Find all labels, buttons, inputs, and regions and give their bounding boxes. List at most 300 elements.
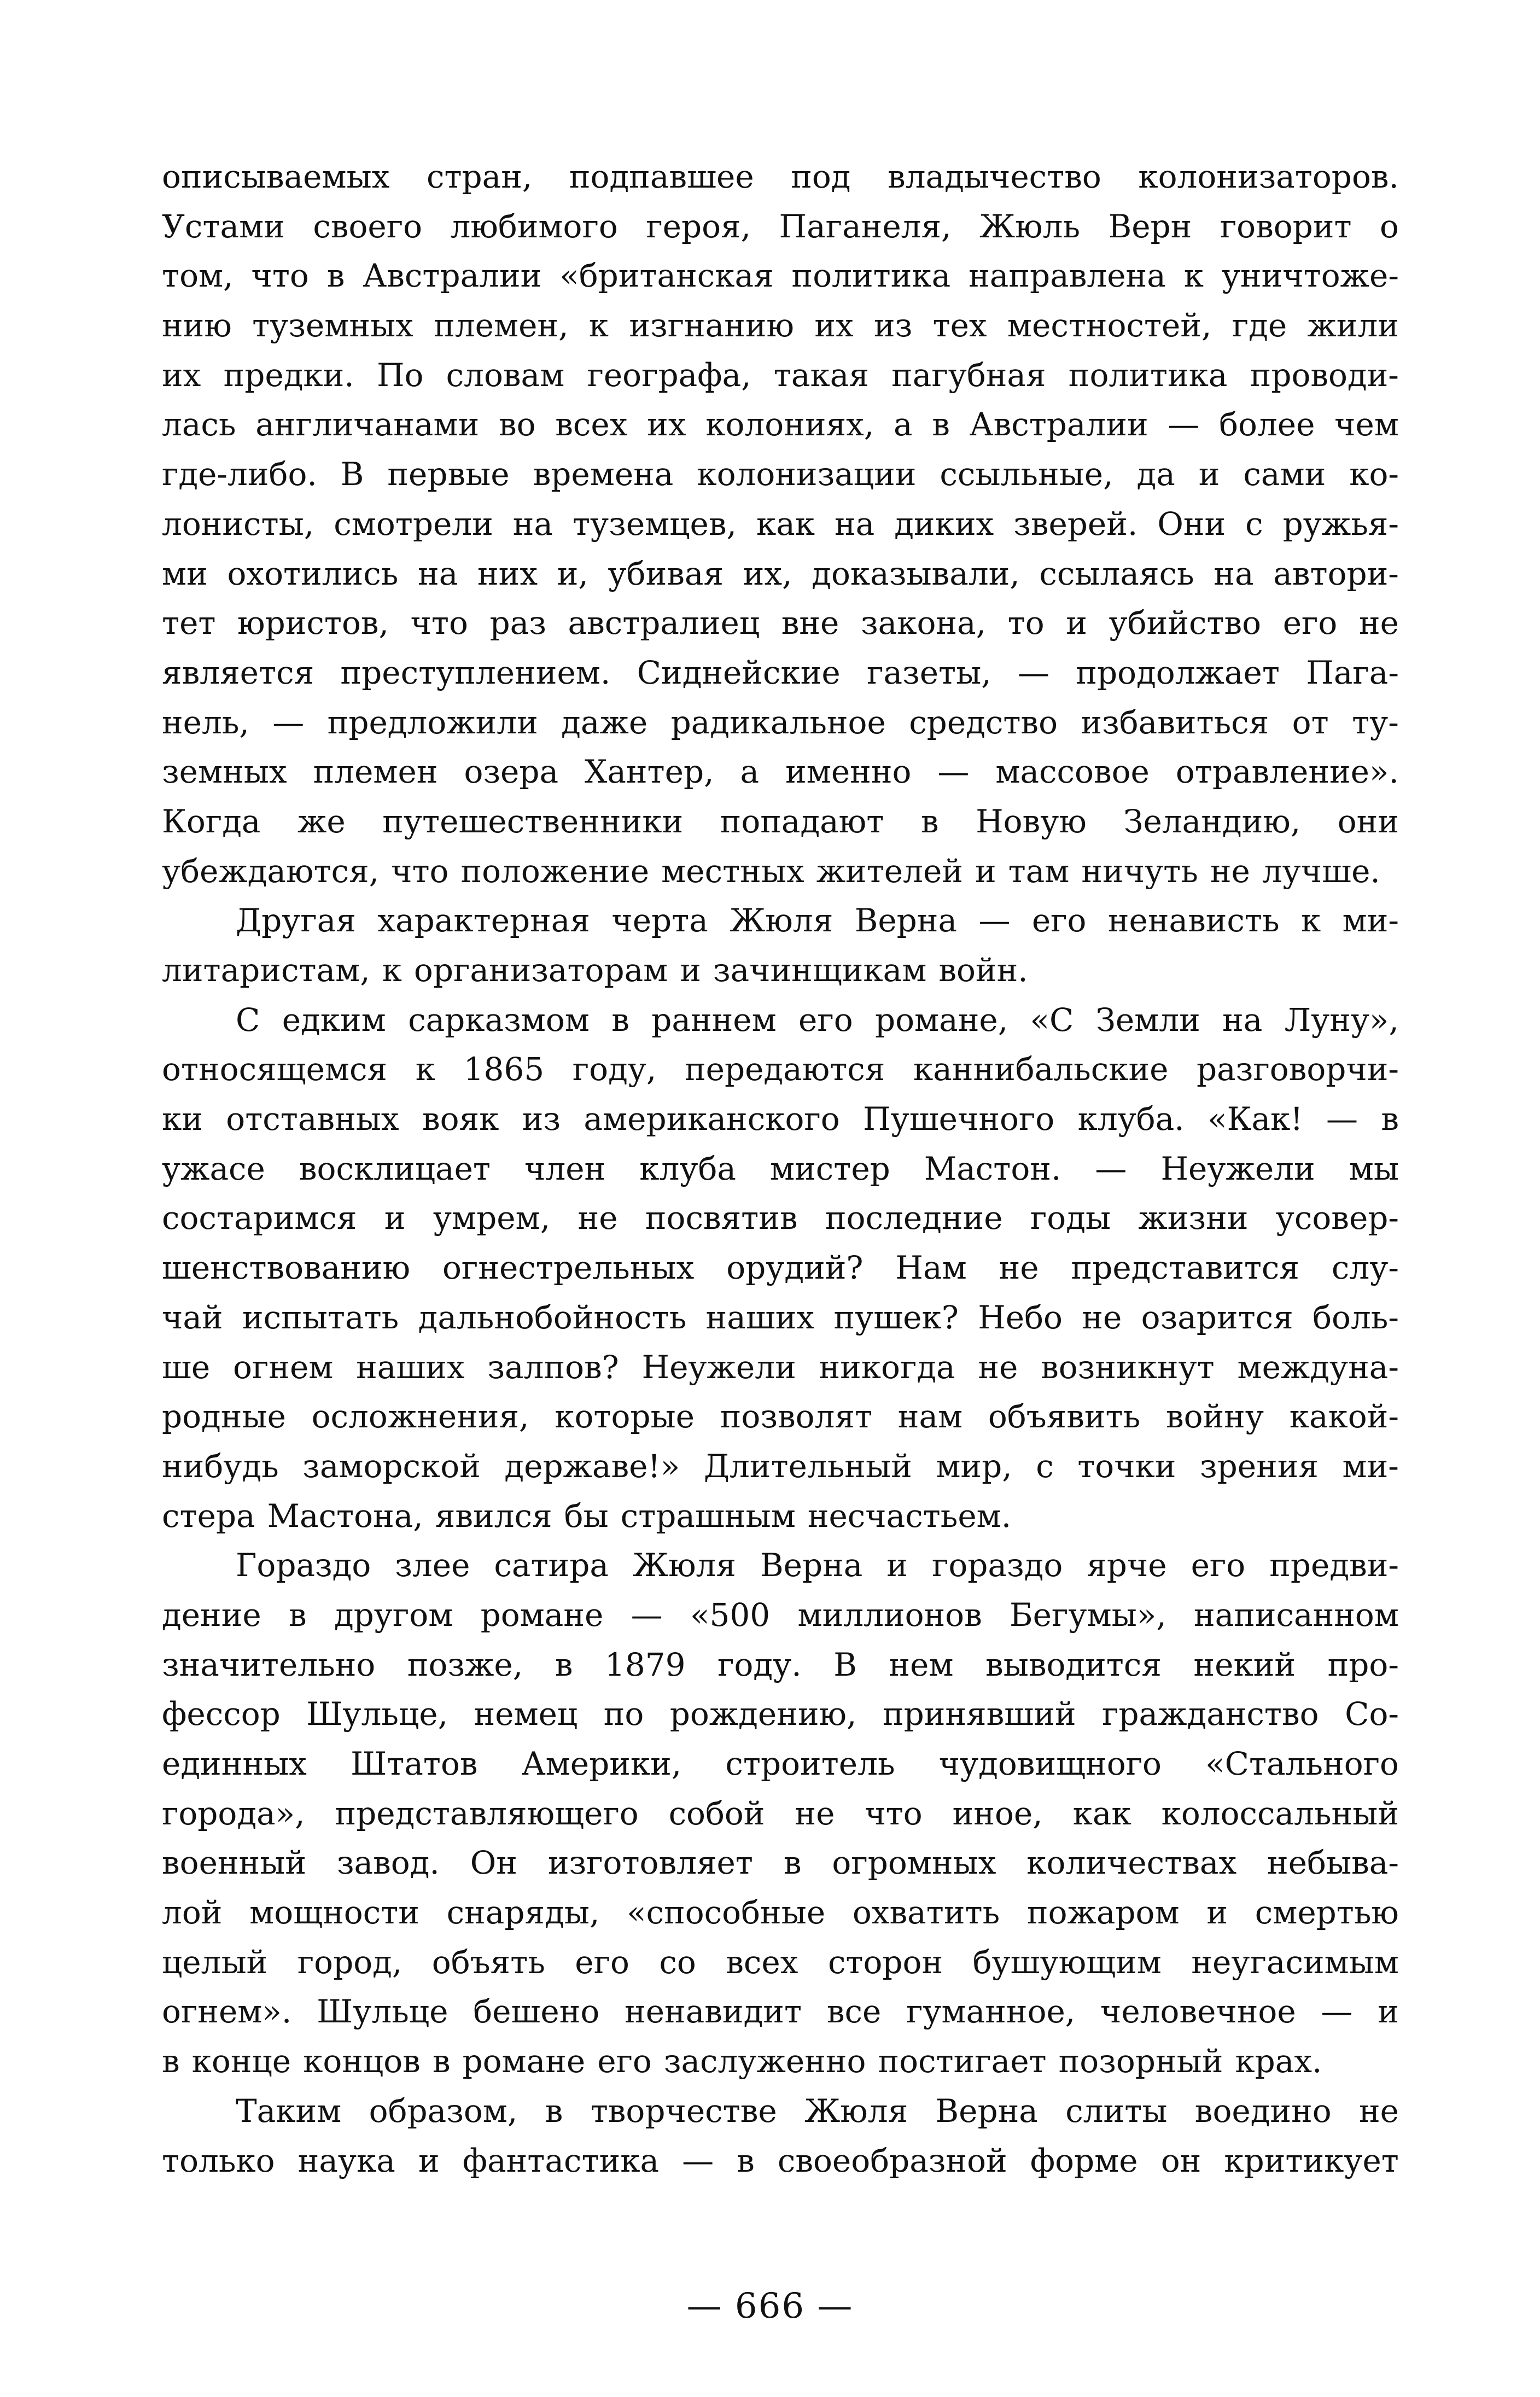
word: снаряды, xyxy=(446,1894,600,1932)
word: явился xyxy=(435,1497,552,1535)
word: последние xyxy=(825,1199,1003,1237)
word: своеобразной xyxy=(777,2142,1007,2179)
word: объять xyxy=(431,1943,545,1981)
text-line xyxy=(162,1739,1399,1789)
word: на xyxy=(1214,555,1254,592)
word: В xyxy=(833,1646,857,1683)
word: междуна- xyxy=(1237,1348,1399,1386)
word: города», xyxy=(162,1794,305,1832)
word: его xyxy=(597,2043,652,2080)
word: героя, xyxy=(646,207,751,245)
word: географа, xyxy=(587,356,751,394)
word: критикует xyxy=(1224,2142,1399,2179)
page-number: — 666 — xyxy=(686,2286,854,2326)
word: некий xyxy=(1193,1646,1296,1683)
word: доказывали, xyxy=(812,555,1020,592)
word: к xyxy=(382,952,402,989)
word: такая xyxy=(773,356,869,394)
word: позорный xyxy=(1058,2043,1223,2080)
word: во xyxy=(498,406,536,444)
word: вояк xyxy=(422,1100,499,1138)
word: осложнения, xyxy=(311,1398,529,1436)
word: какой- xyxy=(1289,1398,1399,1436)
word: в xyxy=(326,257,345,295)
word: убийство xyxy=(1109,604,1262,642)
word: Неужели xyxy=(1160,1150,1315,1187)
word: охотились xyxy=(227,555,399,592)
word: «С xyxy=(1030,1001,1074,1039)
word: количествах xyxy=(1026,1844,1237,1882)
word: первые xyxy=(387,456,510,493)
word: написанном xyxy=(1194,1596,1399,1634)
word: — xyxy=(1326,1100,1358,1138)
text-line xyxy=(162,896,1399,946)
text-line xyxy=(162,450,1399,499)
word: Шульце xyxy=(317,1993,448,2031)
word: ужасе xyxy=(162,1150,265,1187)
word: бешено xyxy=(473,1993,600,2031)
word: человечное xyxy=(1100,1993,1296,2031)
word: относящемся xyxy=(162,1051,388,1088)
word: — xyxy=(272,703,305,741)
word: клуба xyxy=(639,1150,736,1187)
word: к xyxy=(415,1051,435,1088)
word: завод. xyxy=(336,1844,440,1882)
word: огромных xyxy=(832,1844,996,1882)
word: австралиец xyxy=(568,604,760,642)
word: озера xyxy=(464,753,559,791)
word: в xyxy=(920,802,939,840)
word: огнем xyxy=(232,1348,334,1386)
word: Верна xyxy=(854,902,958,940)
text-line xyxy=(162,598,1399,648)
text-line xyxy=(162,1689,1399,1739)
word: местностей, xyxy=(1007,307,1212,345)
word: державе!» xyxy=(504,1447,680,1485)
word: и xyxy=(1378,1993,1399,2031)
word: продолжает xyxy=(1076,654,1280,691)
word: По xyxy=(376,356,424,394)
word: мистер xyxy=(770,1150,890,1187)
word: и xyxy=(1206,1894,1228,1932)
word: ссылаясь xyxy=(1039,555,1194,592)
text-line xyxy=(162,351,1399,400)
word: газеты, xyxy=(867,654,991,691)
text-line xyxy=(162,202,1399,252)
word: Сиднейские xyxy=(637,654,841,691)
word: сатира xyxy=(494,1547,609,1584)
word: — xyxy=(937,753,970,791)
word: Верна xyxy=(760,1547,863,1584)
word: колоссальный xyxy=(1161,1794,1399,1832)
word: Бегумы», xyxy=(1010,1596,1166,1634)
word: туземных xyxy=(252,307,413,345)
word: Америки, xyxy=(521,1745,682,1782)
word: войн. xyxy=(938,952,1028,989)
word: убеждаются, xyxy=(162,852,380,890)
word: Земли xyxy=(1095,1001,1200,1039)
word: испытать xyxy=(242,1298,399,1336)
word: принявший xyxy=(882,1695,1076,1733)
word: лась xyxy=(162,406,236,444)
word: по xyxy=(603,1695,644,1733)
word: и xyxy=(1198,456,1220,493)
text-line xyxy=(162,1293,1399,1343)
word: — xyxy=(1018,654,1050,691)
word: его xyxy=(1191,1547,1246,1584)
word: орудий? xyxy=(726,1249,864,1287)
word: земных xyxy=(162,753,287,791)
word: В xyxy=(340,456,364,493)
word: возникнут xyxy=(1041,1348,1215,1386)
word: — xyxy=(1321,1993,1353,2031)
word: нибудь xyxy=(162,1447,279,1485)
word: Верна xyxy=(935,2092,1038,2130)
word: как xyxy=(1072,1794,1131,1832)
text-line xyxy=(162,747,1399,797)
word: ту- xyxy=(1352,703,1399,741)
text-line xyxy=(162,400,1399,450)
word: его xyxy=(1282,604,1338,642)
word: с xyxy=(1245,505,1263,543)
word: не xyxy=(978,1348,1018,1386)
text-line xyxy=(162,847,1399,896)
word: черта xyxy=(611,902,708,940)
word: шенствованию xyxy=(162,1249,411,1287)
word: Они xyxy=(1157,505,1226,543)
word: каннибальские xyxy=(913,1051,1169,1088)
text-line xyxy=(162,2037,1399,2086)
word: под xyxy=(791,158,851,195)
word: убивая xyxy=(608,555,724,592)
word: жили xyxy=(1307,307,1399,345)
word: как xyxy=(756,505,815,543)
word: посвятив xyxy=(645,1199,798,1237)
word: член xyxy=(524,1150,606,1187)
text-line xyxy=(162,648,1399,698)
word: колонизаторов. xyxy=(1138,158,1399,195)
text-line xyxy=(162,1045,1399,1094)
word: восклицает xyxy=(299,1150,491,1187)
word: попадают xyxy=(720,802,884,840)
word: наших xyxy=(705,1298,815,1336)
text-line xyxy=(162,1789,1399,1839)
word: про- xyxy=(1327,1646,1399,1683)
word: словам xyxy=(446,356,565,394)
word: — xyxy=(682,2142,714,2179)
text-line xyxy=(162,698,1399,748)
word: — xyxy=(1095,1150,1127,1187)
word: представляющего xyxy=(335,1794,639,1832)
word: Таким xyxy=(236,2092,342,2130)
word: — xyxy=(978,902,1011,940)
word: бы xyxy=(564,1497,609,1535)
word: Паганеля, xyxy=(779,207,952,245)
word: бушующим xyxy=(972,1943,1162,1981)
word: — xyxy=(631,1596,663,1634)
word: Зеландию, xyxy=(1123,802,1301,840)
word: 1865 xyxy=(463,1051,545,1088)
word: политика xyxy=(791,257,951,295)
word: С xyxy=(236,1001,260,1039)
word: представится xyxy=(1071,1249,1299,1287)
word: только xyxy=(162,2142,275,2179)
word: раз xyxy=(489,604,546,642)
word: и xyxy=(680,952,701,989)
word: и xyxy=(1066,604,1087,642)
word: стран, xyxy=(426,158,533,195)
word: организаторам xyxy=(413,952,668,989)
word: со xyxy=(659,1943,696,1981)
word: залпов? xyxy=(487,1348,619,1386)
word: что xyxy=(391,852,449,890)
word: значительно xyxy=(162,1646,376,1683)
word: в xyxy=(555,1646,573,1683)
word: он xyxy=(1160,2142,1201,2179)
word: смотрели xyxy=(334,505,493,543)
word: местных xyxy=(661,852,804,890)
word: лучше. xyxy=(1262,852,1380,890)
word: форме xyxy=(1030,2142,1138,2179)
word: направлена xyxy=(969,257,1166,295)
word: творчестве xyxy=(590,2092,777,2130)
word: зачинщикам xyxy=(713,952,927,989)
word: средство xyxy=(909,703,1058,741)
word: конце xyxy=(191,2043,291,2080)
word: а xyxy=(740,753,760,791)
text-line xyxy=(162,1144,1399,1194)
word: Жюля xyxy=(730,902,833,940)
word: предви- xyxy=(1269,1547,1399,1584)
text-line xyxy=(162,1442,1399,1491)
word: его xyxy=(1031,902,1087,940)
word: что xyxy=(410,604,468,642)
text-line xyxy=(162,1838,1399,1888)
word: зрения xyxy=(1200,1447,1319,1485)
word: вне xyxy=(781,604,839,642)
word: гораздо xyxy=(931,1547,1063,1584)
word: любимого xyxy=(450,207,618,245)
text-line xyxy=(162,499,1399,549)
word: Пушечного xyxy=(863,1100,1055,1138)
text-line xyxy=(162,301,1399,351)
word: политика xyxy=(1068,356,1228,394)
word: строитель xyxy=(725,1745,895,1782)
word: ружья- xyxy=(1282,505,1399,543)
word: положение xyxy=(460,852,650,890)
word: войну xyxy=(1165,1398,1264,1436)
text-line xyxy=(162,1987,1399,2037)
text-line xyxy=(162,797,1399,847)
word: «500 xyxy=(690,1596,771,1634)
word: не xyxy=(999,1249,1039,1287)
word: «Стального xyxy=(1205,1745,1399,1782)
word: о xyxy=(1380,207,1399,245)
word: гуманное, xyxy=(906,1993,1076,2031)
word: фантастика xyxy=(462,2142,660,2179)
word: слу- xyxy=(1331,1249,1399,1287)
word: году, xyxy=(572,1051,657,1088)
word: литаристам, xyxy=(162,952,370,989)
word: не xyxy=(1359,2092,1399,2130)
text-line xyxy=(162,1094,1399,1144)
word: жизни xyxy=(1138,1199,1249,1237)
word: крах. xyxy=(1235,2043,1322,2080)
word: пожаром xyxy=(1026,1894,1180,1932)
word: точки xyxy=(1077,1447,1176,1485)
word: там xyxy=(1008,852,1070,890)
word: разговорчи- xyxy=(1197,1051,1399,1088)
word: образом, xyxy=(369,2092,518,2130)
word: Жюль xyxy=(979,207,1081,245)
word: фессор xyxy=(162,1695,281,1733)
word: описываемых xyxy=(162,158,390,195)
word: воедино xyxy=(1194,2092,1332,2130)
word: к xyxy=(1183,257,1204,295)
word: отравление». xyxy=(1175,753,1399,791)
word: в xyxy=(288,1596,307,1634)
word: Штатов xyxy=(351,1745,478,1782)
word: в xyxy=(1381,1100,1399,1138)
word: них xyxy=(477,555,538,592)
text-line xyxy=(162,1541,1399,1590)
word: огнестрельных xyxy=(442,1249,695,1287)
word: военный xyxy=(162,1844,307,1882)
word: гражданство xyxy=(1102,1695,1319,1733)
word: Мастон. xyxy=(924,1150,1061,1187)
word: лой xyxy=(162,1894,223,1932)
text-line xyxy=(162,1888,1399,1938)
word: ко- xyxy=(1349,456,1399,493)
word: пагубная xyxy=(891,356,1046,394)
word: ненависть xyxy=(1107,902,1280,940)
word: Луну», xyxy=(1284,1001,1399,1039)
word: изготовляет xyxy=(547,1844,753,1882)
word: на xyxy=(835,505,875,543)
word: то xyxy=(1007,604,1045,642)
word: «британская xyxy=(559,257,774,295)
text-line xyxy=(162,152,1399,202)
word: стера xyxy=(162,1497,255,1535)
word: — xyxy=(1168,406,1200,444)
text-line xyxy=(162,1392,1399,1442)
word: романе xyxy=(462,2043,586,2080)
word: нам xyxy=(897,1398,963,1436)
word: Шульце, xyxy=(306,1695,448,1733)
word: в xyxy=(932,406,950,444)
word: более xyxy=(1219,406,1315,444)
word: Австралии xyxy=(363,257,542,295)
word: родные xyxy=(162,1398,286,1436)
word: предложили xyxy=(327,703,538,741)
word: на xyxy=(1222,1001,1263,1039)
word: злее xyxy=(395,1547,470,1584)
word: никогда xyxy=(819,1348,955,1386)
word: с xyxy=(1036,1447,1054,1485)
word: смертью xyxy=(1255,1894,1399,1932)
word: к xyxy=(1300,902,1321,940)
word: закона, xyxy=(861,604,987,642)
word: же xyxy=(298,802,346,840)
word: в xyxy=(783,1844,802,1882)
word: немец xyxy=(474,1695,578,1733)
word: предки. xyxy=(223,356,354,394)
word: и xyxy=(418,2142,440,2179)
word: Верн xyxy=(1108,207,1192,245)
word: Когда xyxy=(162,802,261,840)
word: боль- xyxy=(1312,1298,1399,1336)
word: Жюля xyxy=(632,1547,737,1584)
word: едким xyxy=(282,1001,386,1039)
word: дальнобойность xyxy=(418,1298,687,1336)
word: наука xyxy=(298,2142,395,2179)
word: Длительный xyxy=(703,1447,912,1485)
word: зверей. xyxy=(1013,505,1138,543)
word: Небо xyxy=(978,1298,1063,1336)
word: да xyxy=(1136,456,1175,493)
text-line xyxy=(162,1243,1399,1293)
word: позже, xyxy=(407,1646,523,1683)
word: где-либо. xyxy=(162,456,317,493)
word: от xyxy=(1292,703,1329,741)
word: целый xyxy=(162,1943,268,1981)
word: не xyxy=(795,1794,835,1832)
word: проводи- xyxy=(1250,356,1399,394)
word: году. xyxy=(718,1646,802,1683)
word: подпавшее xyxy=(569,158,754,195)
word: не xyxy=(1358,604,1399,642)
word: а xyxy=(893,406,913,444)
word: выводится xyxy=(985,1646,1162,1683)
word: ненавидит xyxy=(625,1993,802,2031)
text-line xyxy=(162,1640,1399,1690)
word: что xyxy=(251,257,309,295)
word: из xyxy=(873,307,913,345)
word: слиты xyxy=(1065,2092,1168,2130)
word: изгнанию xyxy=(629,307,795,345)
word: и xyxy=(886,1547,908,1584)
word: которые xyxy=(555,1398,695,1436)
word: владычество xyxy=(888,158,1101,195)
word: Хантер, xyxy=(585,753,714,791)
word: объявить xyxy=(988,1398,1141,1436)
text-line xyxy=(162,1938,1399,1987)
word: Другая xyxy=(236,902,356,940)
word: путешественники xyxy=(382,802,684,840)
word: даже xyxy=(561,703,648,741)
word: является xyxy=(162,654,314,691)
word: другом xyxy=(334,1596,453,1634)
word: единных xyxy=(162,1745,307,1782)
word: не xyxy=(578,1199,618,1237)
word: не xyxy=(1210,852,1250,890)
word: где xyxy=(1232,307,1287,345)
word: охватить xyxy=(852,1894,1000,1932)
text-line xyxy=(162,2086,1399,2136)
word: ми- xyxy=(1342,1447,1399,1485)
word: племен, xyxy=(434,307,569,345)
word: клуба. xyxy=(1077,1100,1185,1138)
text-line xyxy=(162,1590,1399,1640)
word: несчастьем. xyxy=(807,1497,1012,1535)
word: Гораздо xyxy=(236,1547,371,1584)
word: чай xyxy=(162,1298,223,1336)
word: ки xyxy=(162,1100,203,1138)
word: Пага- xyxy=(1306,654,1399,691)
word: туземцев, xyxy=(572,505,737,543)
word: сарказмом xyxy=(408,1001,590,1039)
word: раннем xyxy=(651,1001,777,1039)
